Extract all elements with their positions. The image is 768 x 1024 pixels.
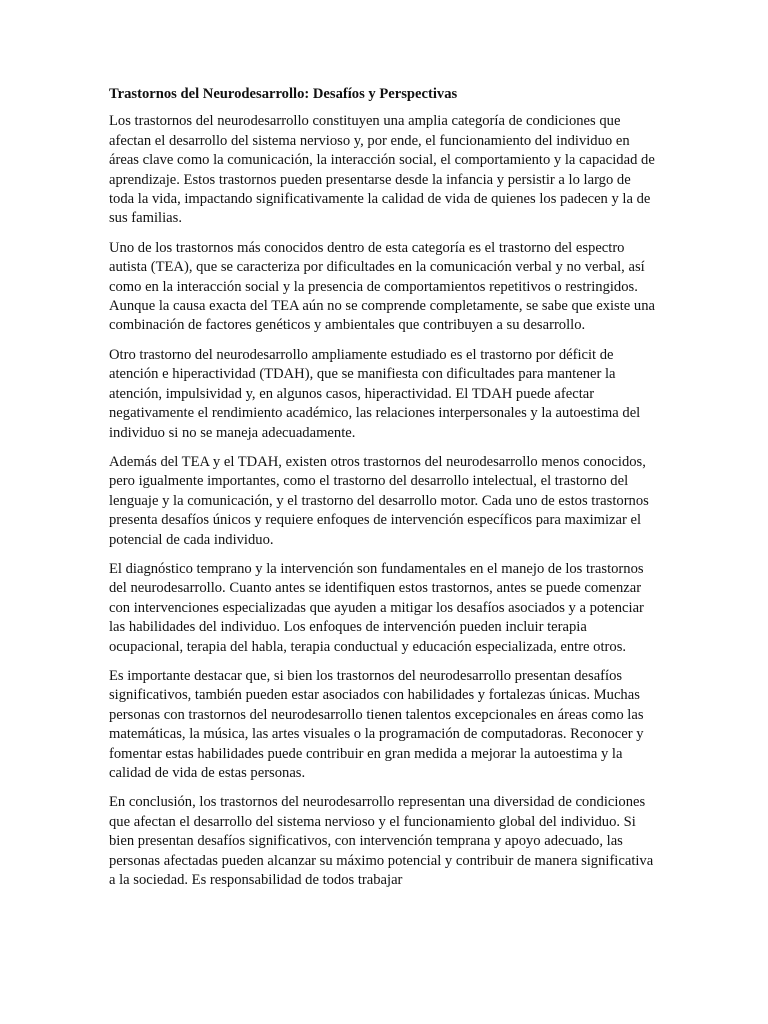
paragraph-early-diagnosis: El diagnóstico temprano y la intervención son fundamentales en el manejo de los trastornos del neurodesarrollo. Cuanto antes se identifiquen estos trastornos, antes se puede comenzar con intervenciones especializadas que ayuden a mitigar los desafíos asociados y a potenciar las habilidades del individuo. Los enfoques de intervención pueden incluir terapia ocupacional, terapia del habla, terapia conductual y educación especializada, entre otros. <box>109 560 644 655</box>
paragraph-tea: Uno de los trastornos más conocidos dentro de esta categoría es el trastorno del espectro autista (TEA), que se caracteriza por dificultades en la comunicación verbal y no verbal, así como en la interacción social y la presencia de comportamientos repetitivos o restringidos. Aunque la causa exacta del TEA aún no se comprende completamente, se sabe que existe una combinación de factores genéticos y ambientales que contribuyen a su desarrollo. <box>109 239 655 334</box>
paragraph-tdah: Otro trastorno del neurodesarrollo ampliamente estudiado es el trastorno por déficit de atención e hiperactividad (TDAH), que se manifiesta con dificultades para mantener la atención, impulsividad y, en algunos casos, hiperactividad. El TDAH puede afectar negativamente el rendimiento académico, las relaciones interpersonales y la autoestima del individuo si no se maneja adecuadamente. <box>109 346 641 441</box>
paragraph-conclusion: En conclusión, los trastornos del neurodesarrollo representan una diversidad de condiciones que afectan el desarrollo del sistema nervioso y el funcionamiento global del individuo. Si bien presentan desafíos significativos, con intervención temprana y apoyo adecuado, las personas afectadas pueden alcanzar su máximo potencial y contribuir de manera significativa a la sociedad. Es responsabilidad de todos trabajar <box>109 794 654 889</box>
paragraph-other-disorders: Además del TEA y el TDAH, existen otros trastornos del neurodesarrollo menos conocidos, pero igualmente importantes, como el trastorno del desarrollo intelectual, el trastorno del lenguaje y la comunicación, y el trastorno del desarrollo motor. Cada uno de estos trastornos presenta desafíos únicos y requiere enfoques de intervención específicos para maximizar el potencial de cada individuo. <box>109 453 649 548</box>
paragraph-strengths: Es importante destacar que, si bien los trastornos del neurodesarrollo presentan desafíos significativos, también pueden estar asociados con habilidades y fortalezas únicas. Muchas personas con trastornos del neurodesarrollo tienen talentos excepcionales en áreas como las matemáticas, la música, las artes visuales o la programación de computadoras. Reconocer y fomentar estas habilidades puede contribuir en gran medida a mejorar la autoestima y la calidad de vida de estas personas. <box>109 667 644 781</box>
document-title: Trastornos del Neurodesarrollo: Desafíos y Perspectivas <box>109 86 458 102</box>
paragraph-intro: Los trastornos del neurodesarrollo constituyen una amplia categoría de condiciones que afectan el desarrollo del sistema nervioso y, por ende, el funcionamiento del individuo en áreas clave como la comunicación, la interacción social, el comportamiento y la capacidad de aprendizaje. Estos trastornos pueden presentarse desde la infancia y persistir a lo largo de toda la vida, impactando significativamente la calidad de vida de quienes los padecen y la de sus familias. <box>109 113 655 227</box>
document-body <box>109 85 657 900</box>
